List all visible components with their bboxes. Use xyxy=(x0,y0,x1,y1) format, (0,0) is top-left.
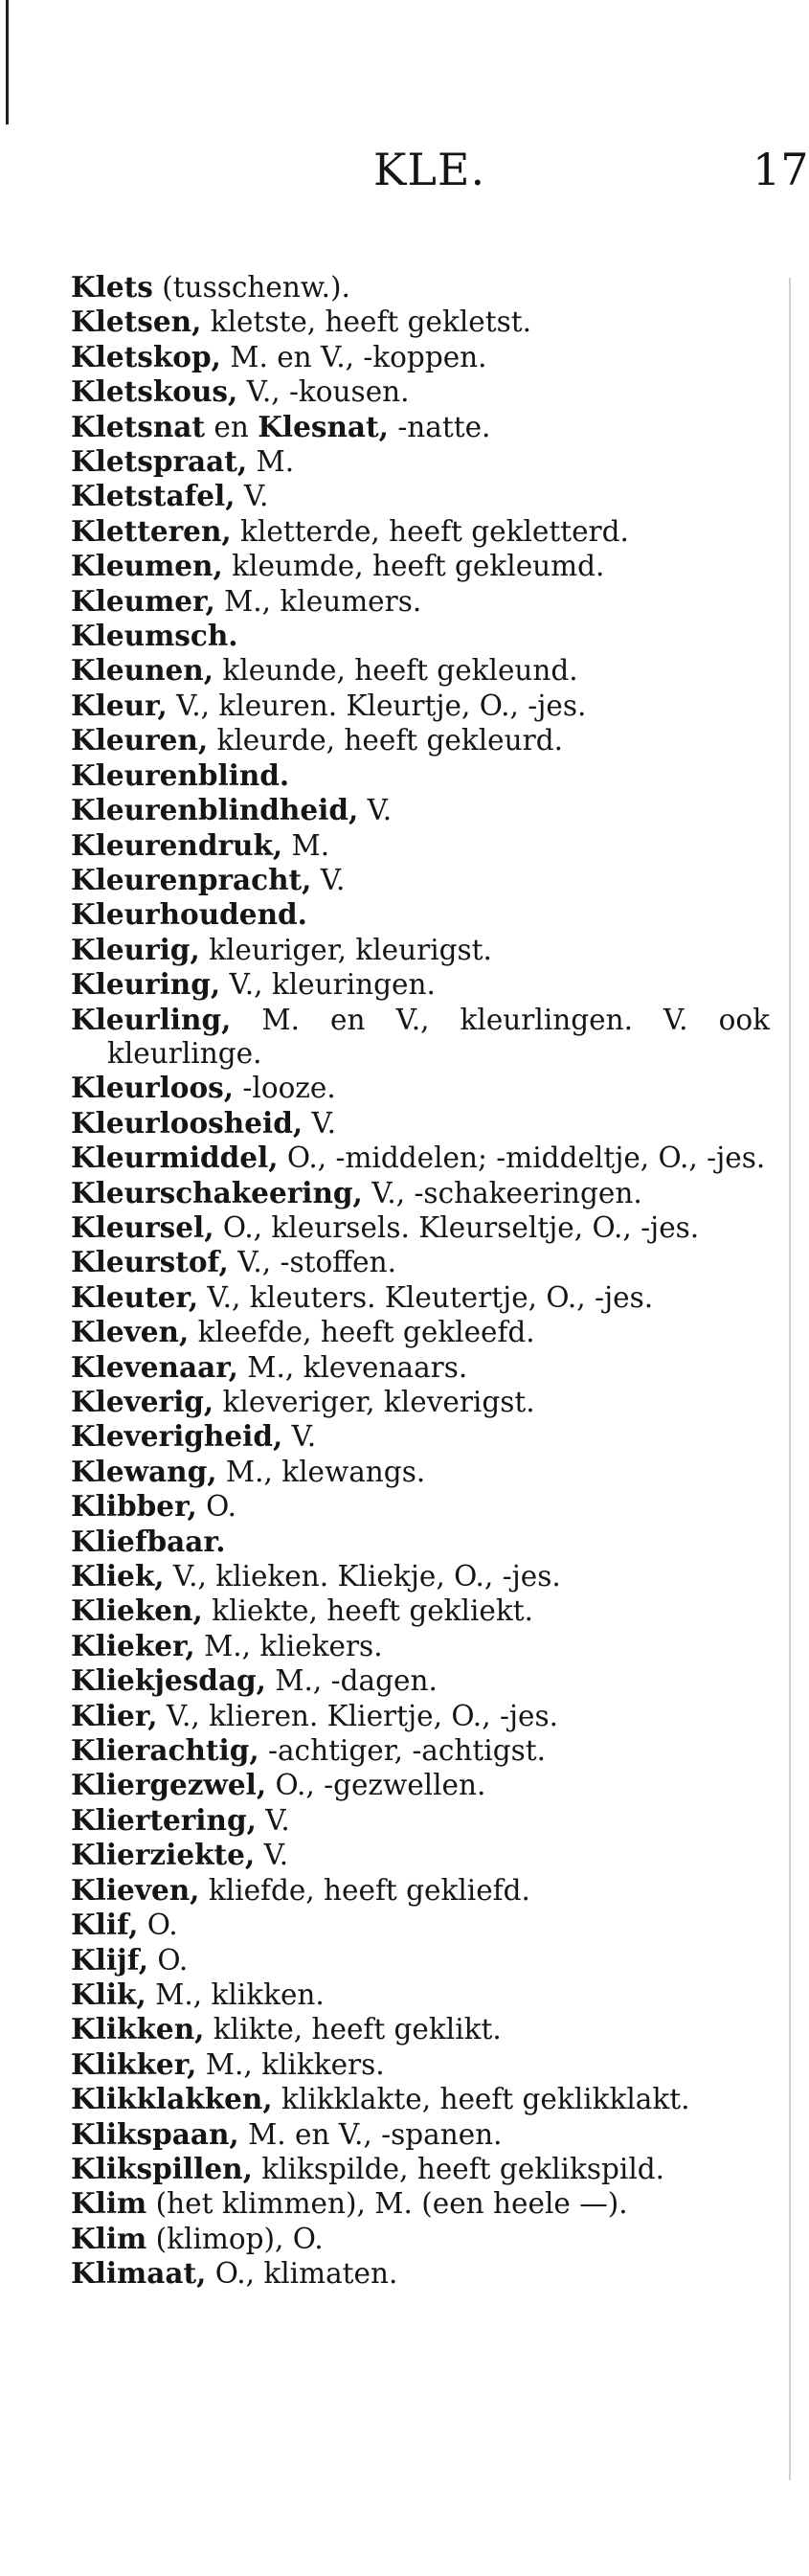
dictionary-entry xyxy=(71,2082,770,2116)
dictionary-entry xyxy=(71,758,770,793)
dictionary-entry xyxy=(71,2186,770,2221)
dictionary-entry xyxy=(71,828,770,863)
entry-definition: en xyxy=(205,410,258,443)
entry-definition: M., klewangs. xyxy=(216,1455,426,1488)
entry-headword: Kleumer, xyxy=(71,583,215,618)
dictionary-entry xyxy=(71,1071,770,1105)
entry-definition: M. en V., kleurlingen. V. ook kleurlinge. xyxy=(107,1003,770,1070)
entry-headword: Kliergezwel, xyxy=(71,1768,267,1802)
entry-definition: klikte, heeft geklikt. xyxy=(204,2013,502,2046)
entry-definition: M., klikkers. xyxy=(196,2047,385,2081)
dictionary-entry xyxy=(71,1106,770,1141)
entry-headword: Kletsnat xyxy=(71,409,206,443)
entry-headword: Klieken, xyxy=(71,1593,203,1628)
entry-definition: (tusschenw.). xyxy=(152,271,350,304)
dictionary-entry xyxy=(71,897,770,932)
entry-headword: Kleursel, xyxy=(71,1209,214,1244)
entry-headword: Kleuren, xyxy=(71,723,209,757)
entry-headword: Klikker, xyxy=(71,2046,197,2081)
entry-definition: V. xyxy=(358,794,393,827)
entry-definition: V., klieren. Kliertje, O., -jes. xyxy=(157,1699,559,1732)
entry-headword: Kleurenblindheid, xyxy=(71,793,359,827)
dictionary-entry xyxy=(71,1559,770,1593)
entry-definition: kliekte, heeft gekliekt. xyxy=(202,1594,533,1628)
entry-headword: Klibber, xyxy=(71,1489,197,1524)
entry-headword: Kletspraat, xyxy=(71,444,248,479)
entry-headword: Kleverigheid, xyxy=(71,1419,283,1454)
dictionary-entry xyxy=(71,1280,770,1315)
dictionary-entry xyxy=(71,863,770,897)
entry-headword: Klevenaar, xyxy=(71,1349,238,1384)
page-number: 17 xyxy=(753,144,809,195)
dictionary-entry xyxy=(71,2117,770,2152)
entry-headword: Kleumen, xyxy=(71,549,223,583)
entry-definition: kleuriger, kleurigst. xyxy=(199,933,492,966)
entry-headword: Kliefbaar. xyxy=(71,1524,226,1558)
entry-definition: kleumde, heeft gekleumd. xyxy=(222,550,605,583)
entry-definition: M., klevenaars. xyxy=(237,1350,468,1384)
entry-headword: Klikspillen, xyxy=(71,2151,253,2185)
entry-headword: Kleurloos, xyxy=(71,1071,235,1105)
entry-definition: kliefde, heeft gekliefd. xyxy=(199,1873,530,1907)
entry-definition: M. xyxy=(247,445,295,479)
entry-definition: O., kleursels. Kleurseltje, O., -jes. xyxy=(213,1210,700,1244)
entry-definition: O., -middelen; -middeltje, O., -jes. xyxy=(278,1141,766,1175)
entry-definition: kleunde, heeft gekleund. xyxy=(213,654,578,688)
dictionary-entry xyxy=(71,689,770,723)
entry-headword: Klimaat, xyxy=(71,2256,207,2291)
entry-headword: Kletteren, xyxy=(71,513,232,548)
dictionary-entry xyxy=(71,514,770,549)
dictionary-entry xyxy=(71,1176,770,1210)
right-column-rule xyxy=(789,278,791,2480)
dictionary-entry xyxy=(71,1141,770,1175)
dictionary-entry xyxy=(71,1003,770,1072)
entry-headword: Klim xyxy=(71,2221,147,2255)
dictionary-entry xyxy=(71,1733,770,1768)
dictionary-entry xyxy=(71,2222,770,2256)
entry-headword: Kleverig, xyxy=(71,1385,214,1418)
entry-headword: Kletsen, xyxy=(71,305,202,339)
entry-definition: M., klikken. xyxy=(146,1977,325,2011)
dictionary-entry xyxy=(71,1489,770,1524)
entry-definition: V., kleuren. Kleurtje, O., -jes. xyxy=(167,689,587,722)
entry-headword: Klier, xyxy=(71,1698,158,1732)
entry-headword: Kleven, xyxy=(71,1315,190,1349)
entry-headword: Kleurling, xyxy=(71,1002,232,1036)
entry-headword: Kletskop, xyxy=(71,339,221,373)
entry-definition: M. en V., -koppen. xyxy=(220,340,487,373)
dictionary-entry xyxy=(71,1350,770,1385)
entry-definition: M., kliekers. xyxy=(194,1629,383,1662)
entry-definition: O. xyxy=(138,1909,178,1942)
dictionary-entry xyxy=(71,1908,770,1942)
entry-definition: O. xyxy=(148,1943,189,1977)
dictionary-entry xyxy=(71,1245,770,1279)
entry-headword: Kleunen, xyxy=(71,653,213,688)
entry-definition: O., -gezwellen. xyxy=(266,1769,486,1802)
entry-headword: Kleuter, xyxy=(71,1279,199,1314)
entry-headword: Klieven, xyxy=(71,1872,200,1907)
dictionary-entry xyxy=(71,1803,770,1838)
entry-headword: Kliertering, xyxy=(71,1802,257,1837)
dictionary-entry xyxy=(71,2256,770,2291)
entry-definition: V., kleuringen. xyxy=(220,968,436,1002)
entry-headword: Kleuring, xyxy=(71,967,221,1002)
entry-definition: klikklakte, heeft geklikklakt. xyxy=(272,2083,690,2116)
dictionary-entry xyxy=(71,2152,770,2186)
entry-headword: Kleurig, xyxy=(71,932,200,966)
dictionary-entry xyxy=(71,1838,770,1872)
entry-definition: V. xyxy=(303,1106,336,1140)
entry-definition: V. xyxy=(256,1803,290,1837)
entry-headword: Klierachtig, xyxy=(71,1733,259,1768)
entry-definition: kletterde, heeft gekletterd. xyxy=(231,514,629,548)
entry-definition: M. en V., -spanen. xyxy=(238,2117,503,2151)
entry-definition: klikspilde, heeft geklikspild. xyxy=(252,2152,665,2185)
entry-definition: M., kleumers. xyxy=(214,584,422,618)
entry-headword: Klierziekte, xyxy=(71,1838,256,1872)
entry-headword: Kleur, xyxy=(71,688,168,722)
dictionary-entry xyxy=(71,1663,770,1698)
dictionary-entry xyxy=(71,479,770,513)
entry-headword: Klijf, xyxy=(71,1942,149,1977)
entry-definition: kletste, heeft gekletst. xyxy=(201,305,531,339)
entry-headword: Klets xyxy=(71,270,153,304)
entry-definition: V., klieken. Kliekje, O., -jes. xyxy=(164,1560,561,1593)
dictionary-entry xyxy=(71,1699,770,1733)
entry-headword: Kleurendruk, xyxy=(71,827,283,862)
entry-headword: Kleurloosheid, xyxy=(71,1105,303,1140)
entry-definition: -natte. xyxy=(388,410,491,443)
entry-definition: (het klimmen), M. (een heele —). xyxy=(146,2187,628,2221)
entry-headword: Kletskous, xyxy=(71,374,238,409)
dictionary-entry xyxy=(71,793,770,827)
dictionary-entry xyxy=(71,2047,770,2082)
entry-headword: Kliekjesdag, xyxy=(71,1663,266,1698)
dictionary-entry xyxy=(71,1768,770,1802)
entry-definition: kleefde, heeft gekleefd. xyxy=(189,1316,535,1349)
entry-definition: V., kleuters. Kleutertje, O., -jes. xyxy=(198,1280,654,1314)
dictionary-entries xyxy=(71,270,770,2292)
entry-headword: Klikklakken, xyxy=(71,2082,273,2116)
entry-headword: Kleurenpracht, xyxy=(71,862,312,896)
dictionary-entry xyxy=(71,1629,770,1663)
entry-definition: V. xyxy=(255,1839,289,1872)
entry-headword: Kleurstof, xyxy=(71,1245,229,1279)
running-head: KLE. xyxy=(373,144,486,195)
entry-headword: Klesnat, xyxy=(258,409,389,443)
entry-headword: Klif, xyxy=(71,1908,139,1942)
entry-definition: V., -schakeeringen. xyxy=(362,1176,642,1209)
dictionary-entry xyxy=(71,1593,770,1628)
entry-definition: -achtiger, -achtigst. xyxy=(258,1734,546,1768)
entry-headword: Klieker, xyxy=(71,1628,195,1662)
dictionary-entry xyxy=(71,2012,770,2046)
entry-headword: Kleumsch. xyxy=(71,619,238,653)
entry-definition: M., -dagen. xyxy=(265,1664,438,1698)
entry-definition: -looze. xyxy=(234,1072,336,1105)
left-margin-rule xyxy=(6,0,9,124)
entry-headword: Kleurmiddel, xyxy=(71,1141,279,1175)
dictionary-entry xyxy=(71,1315,770,1349)
dictionary-entry xyxy=(71,967,770,1002)
entry-definition: V. xyxy=(235,480,269,513)
entry-headword: Klikspaan, xyxy=(71,2116,239,2151)
entry-headword: Klewang, xyxy=(71,1454,217,1488)
entry-headword: Kliek, xyxy=(71,1559,165,1593)
entry-headword: Kleurhoudend. xyxy=(71,897,307,932)
entry-definition: kleveriger, kleverigst. xyxy=(213,1386,535,1418)
entry-headword: Kleurschakeering, xyxy=(71,1175,363,1209)
dictionary-entry xyxy=(71,933,770,967)
entry-definition: O., klimaten. xyxy=(206,2257,398,2291)
entry-definition: (klimop), O. xyxy=(146,2222,324,2255)
dictionary-entry xyxy=(71,1455,770,1489)
entry-definition: kleurde, heeft gekleurd. xyxy=(208,724,563,757)
entry-definition: M. xyxy=(282,828,330,862)
entry-definition: V., -kousen. xyxy=(237,375,410,409)
dictionary-entry xyxy=(71,653,770,688)
entry-definition: V., -stoffen. xyxy=(228,1246,397,1279)
dictionary-entry xyxy=(71,549,770,583)
dictionary-entry xyxy=(71,444,770,479)
entry-headword: Klik, xyxy=(71,1977,146,2011)
dictionary-entry xyxy=(71,340,770,374)
entry-headword: Kleurenblind. xyxy=(71,757,290,792)
dictionary-entry xyxy=(71,723,770,757)
dictionary-entry xyxy=(71,410,770,444)
dictionary-entry xyxy=(71,584,770,619)
dictionary-entry xyxy=(71,1943,770,1977)
entry-headword: Klim xyxy=(71,2186,147,2221)
dictionary-entry xyxy=(71,374,770,409)
entry-headword: Klikken, xyxy=(71,2012,205,2046)
dictionary-entry xyxy=(71,1419,770,1454)
dictionary-entry xyxy=(71,619,770,653)
entry-definition: V. xyxy=(311,863,346,896)
dictionary-entry xyxy=(71,1977,770,2012)
dictionary-entry xyxy=(71,270,770,305)
dictionary-entry xyxy=(71,1385,770,1419)
entry-definition: V. xyxy=(282,1420,317,1454)
dictionary-entry xyxy=(71,1873,770,1908)
dictionary-entry xyxy=(71,305,770,339)
entry-definition: O. xyxy=(196,1490,236,1524)
dictionary-entry xyxy=(71,1210,770,1245)
entry-headword: Kletstafel, xyxy=(71,479,236,513)
dictionary-entry xyxy=(71,1525,770,1559)
